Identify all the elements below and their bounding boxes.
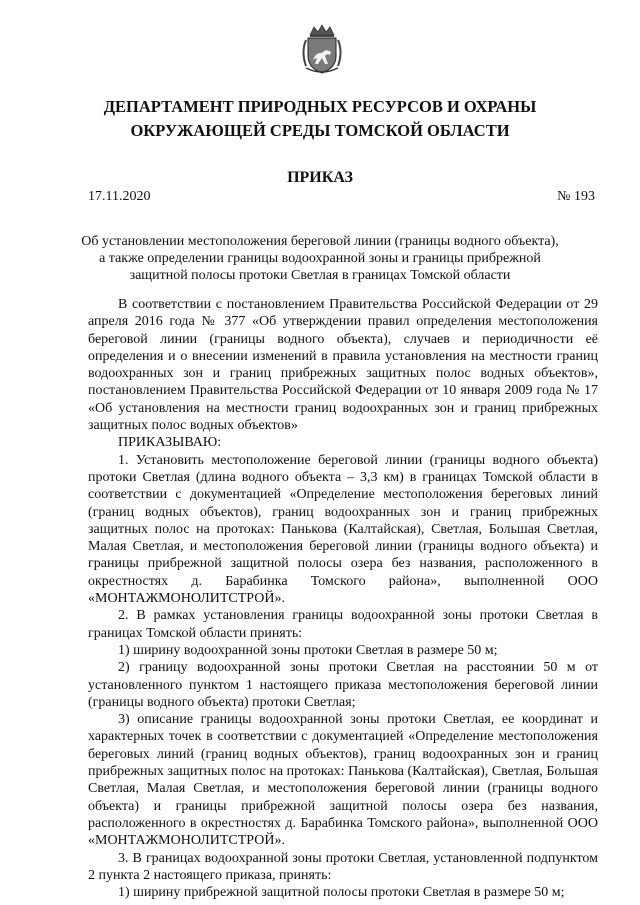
subject-line-1: Об установлении местоположения береговой линии (границы водного объекта),	[81, 234, 559, 249]
paragraph-2: 2. В рамках установления границы водоохранной зоны протоки Светлая в границах Томской области принять:	[88, 608, 598, 641]
department-line-1: ДЕПАРТАМЕНТ ПРИРОДНЫХ РЕСУРСОВ И ОХРАНЫ	[103, 97, 537, 116]
order-word: ПРИКАЗЫВАЮ:	[118, 435, 222, 451]
document-type: ПРИКАЗ	[287, 169, 353, 186]
paragraph-3: 3. В границах водоохранной зоны протоки Светлая, установленной подпунктом 2 пункта 2 настоящего приказа, принять:	[88, 850, 598, 883]
paragraph-2-item-1: 1) ширину водоохранной зоны протоки Светлая в размере 50 м;	[118, 642, 498, 658]
subject-line-3: защитной полосы протоки Светлая в границах Томской области	[129, 268, 511, 283]
paragraph-3-item-1: 1) ширину прибрежной защитной полосы протоки Светлая в размере 50 м;	[118, 885, 565, 901]
tomsk-region-coat-of-arms-icon	[300, 22, 344, 76]
document-body	[88, 296, 598, 901]
department-name	[0, 95, 640, 143]
document-date: 17.11.2020	[88, 189, 151, 204]
document-subject	[0, 233, 640, 284]
department-line-2: ОКРУЖАЮЩЕЙ СРЕДЫ ТОМСКОЙ ОБЛАСТИ	[130, 121, 510, 140]
paragraph-2-item-2: 2) границу водоохранной зоны протоки Светлая на расстоянии 50 м от установленного пунктом 1 настоящего приказа местоположения береговой линии (границы водного объекта) протоки Светлая;	[88, 660, 598, 710]
document-number: № 193	[557, 189, 595, 204]
paragraph-1: 1. Установить местоположение береговой линии (границы водного объекта) протоки Светлая (длина водного объекта – 3,3 км) в границах Томской области в соответствии с документацией «Определение местоположения береговых линий (границ водных объектов), границ водоохранных зон и границ прибрежных защитных полос на протоках: Панькова (Калтайская), Светлая, Большая Светлая, Малая Светлая, и местоположения береговой линии (границы водного объекта) и границы прибрежной защитной полосы озера без названия, расположенного в окрестностях д. Барабинка Томского района», выполненной ООО «МОНТАЖМОНОЛИТСТРОЙ».	[88, 452, 598, 607]
preamble-paragraph: В соответствии с постановлением Правительства Российской Федерации от 29 апреля 2016 года № 377 «Об утверждении правил определения местоположения береговой линии (границы водного объекта), случаев и периодичности её определения и о внесении изменений в правила установления на местности границ водоохранных зон и границ прибрежных защитных полос водных объектов», постановлением Правительства Российской Федерации от 10 января 2009 года № 17 «Об установления на местности границ водоохранных зон и границ прибрежных защитных полос водных объектов»	[88, 297, 598, 434]
paragraph-2-item-3: 3) описание границы водоохранной зоны протоки Светлая, ее координат и характерных точек в соответствии с документацией «Определение местоположения береговых линий (границ водных объектов), границ водоохранных зон и границ прибрежных защитных полос на протоках: Панькова (Калтайская), Светлая, Большая Светлая, Малая Светлая, и местоположения береговой линии (границы водного объекта) и границы прибрежной защитной полосы озера без названия, расположенного в окрестностях д. Барабинка Томского района», выполненной ООО «МОНТАЖМОНОЛИТСТРОЙ».	[88, 712, 598, 849]
subject-line-2: а также определении границы водоохранной зоны и границы прибрежной	[99, 251, 541, 266]
